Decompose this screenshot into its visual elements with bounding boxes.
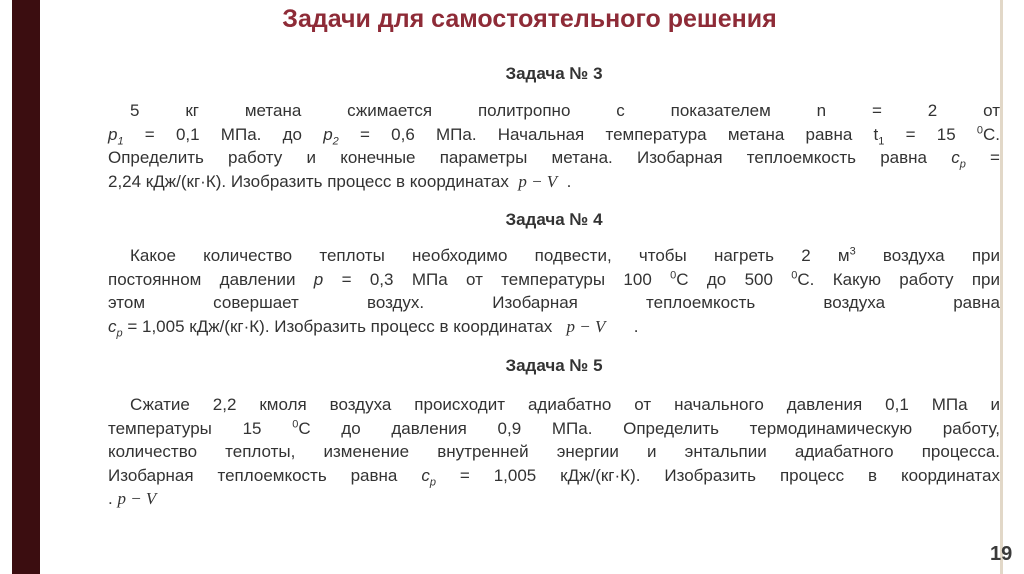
problem-4-line-4: $c_p = 1,005$ кДж/(кг·К). Изобразить процесс в координатах p − V . bbox=[108, 316, 639, 339]
problem-4-coordinates: p − V bbox=[566, 316, 606, 336]
problem-4-text bbox=[108, 244, 1000, 338]
problem-3-line-3: Определить работу и конечные параметры метана. Изобарная теплоемкость равна $c_p$ = bbox=[108, 148, 1000, 171]
problem-5-line-3: количество теплоты, изменение внутренней энергии и энтальпии адиабатного процесса. bbox=[108, 442, 1000, 461]
problem-4-line-1: Какое количество теплоты необходимо подвести, чтобы нагреть 2 $м^3$ воздуха при bbox=[130, 245, 1001, 265]
problem-5-heading: Задача № 5 bbox=[505, 356, 603, 375]
problem-4-line-3: этом совершает воздух. Изобарная теплоемкость воздуха равна bbox=[108, 293, 1000, 312]
problem-3-text bbox=[108, 99, 1000, 193]
problem-3-coordinates: p − V bbox=[518, 171, 558, 191]
page-number: 19 bbox=[990, 543, 1013, 565]
slide-title: Задачи для самостоятельного решения bbox=[282, 5, 777, 33]
right-decorative-line bbox=[1000, 0, 1003, 574]
problem-5-line-4: Изобарная теплоемкость равна $c_p = 1,005$ кДж/(кг·К). Изобразить процесс в координатах bbox=[108, 465, 1000, 488]
problem-3-line-1: 5 кг метана сжимается политропно с показателем n = 2 от bbox=[130, 101, 1000, 120]
problem-5-text bbox=[108, 393, 1000, 511]
problem-5-line-2: температуры 15 $^0$С до давления 0,9 МПа. Определить термодинамическую работу, bbox=[108, 417, 1000, 438]
problem-5-coordinates: p − V bbox=[117, 489, 157, 508]
problem-3-line-4: 2,24 кДж/(кг·К). Изобразить процесс в координатах p − V . bbox=[108, 171, 572, 191]
problem-3-line-2: $p_1 = 0,1$ МПа. до $p_2 = 0,6$ МПа. Начальная температура метана равна $t_1 = 15$ $^0$С. bbox=[108, 123, 1000, 147]
problem-3-heading: Задача № 3 bbox=[505, 64, 603, 83]
problem-5-line-1: Сжатие 2,2 кмоля воздуха происходит адиабатно от начального давления 0,1 МПа и bbox=[130, 395, 1000, 414]
problem-4-heading: Задача № 4 bbox=[505, 210, 603, 229]
left-decorative-bar bbox=[12, 0, 40, 574]
problem-5-line-5: . p − V bbox=[108, 489, 157, 508]
problem-4-line-2: постоянном давлении p = 0,3 МПа от температуры 100 $^0$С до 500 $^0$С. Какую работу при bbox=[108, 268, 1001, 289]
